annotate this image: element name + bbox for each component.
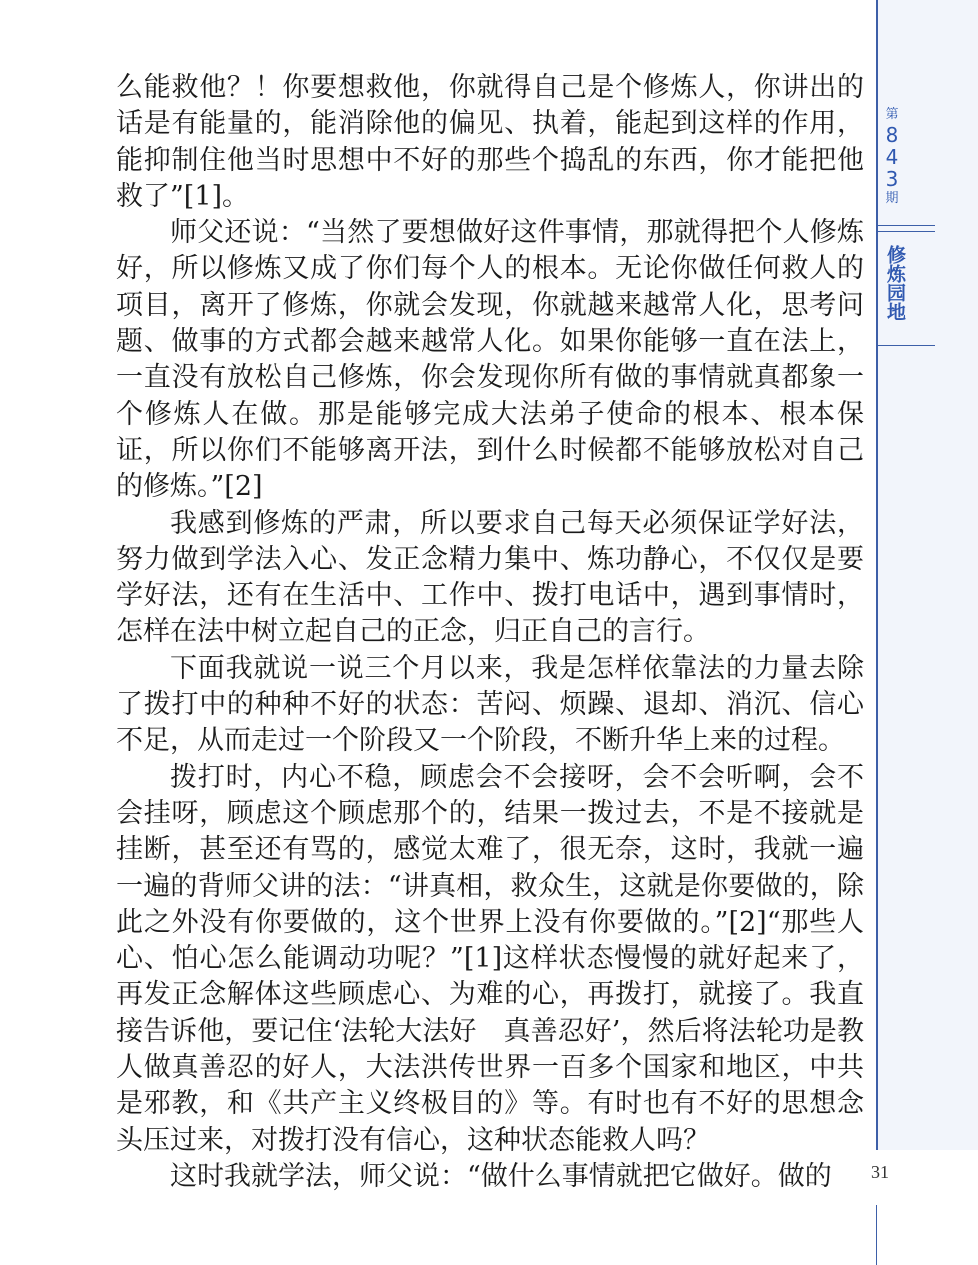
issue-digit: 8 [885,123,899,147]
issue-prefix: 第 [885,107,899,122]
paragraph: 下面我就说一说三个月以来，我是怎样依靠法的力量去除了拨打中的种种不好的状态：苦闷、烦躁、退却、消沉、信心不足，从而走过一个阶段又一个阶段，不断升华上来的过程。 [116,652,864,757]
issue-number [877,124,907,190]
paragraph: 我感到修炼的严肃，所以要求自己每天必须保证学好法，努力做到学法入心、发正念精力集中、炼功静心，不仅仅是要学好法，还有在生活中、工作中、拨打电话中，遇到事情时，怎样在法中树立起自己的正念，归正自己的言行。 [116,507,864,648]
issue-label [877,106,907,208]
section-divider-bottom [877,345,935,346]
section-divider-top-inner [877,231,935,232]
paragraph: 么能救他？！你要想救他，你就得自己是个修炼人，你讲出的话是有能量的，能消除他的偏见、执着，能起到这样的作用，能抑制住他当时思想中不好的那些个捣乱的东西，你才能把他救了”[1]。 [116,72,864,212]
section-divider-top [877,225,935,226]
paragraph: 拨打时，内心不稳，顾虑会不会接呀，会不会听啊，会不会挂呀，顾虑这个顾虑那个的，结果一拨过去，不是不接就是挂断，甚至还有骂的，感觉太难了，很无奈，这时，我就一遍一遍的背师父讲的法：“讲真相，救众生，这就是你要做的，除此之外没有你要做的，这个世界上没有你要做的。”[2]“那些人心、怕心怎么能调动功呢？”[1]这样状态慢慢的就好起来了，再发正念解体这些顾虑心、为难的心，再拨打，就接了。我直接告诉他，要记住‘法轮大法好 真善忍好’，然后将法轮功是教人做真善忍的好人，大法洪传世界一百多个国家和地区，中共是邪教，和《共产主义终极目的》等。有时也有不好的思想念头压过来，对拨打没有信心，这种状态能救人吗？ [116,761,864,1156]
margin-rule [876,1205,877,1265]
issue-suffix: 期 [885,191,899,206]
paragraph: 这时我就学法，师父说：“做什么事情就把它做好。做的 [170,1160,832,1192]
issue-digit: 4 [885,145,899,169]
page-number: 31 [871,1162,889,1182]
section-title: 修炼园地 [884,245,906,321]
article-body [116,70,864,1195]
paragraph: 师父还说：“当然了要想做好这件事情，那就得把个人修炼好，所以修炼又成了你们每个人的根本。无论你做任何救人的项目，离开了修炼，你就会发现，你就越来越常人化，思考问题、做事的方式都会越来越常人化。如果你能够一直在法上，一直没有放松自己修炼，你会发现你所有做的事情就真都象一个修炼人在做。那是能够完成大法弟子使命的根本、根本保证，所以你们不能够离开法，到什么时候都不能够放松对自己的修炼。”[2] [116,217,864,503]
issue-digit: 3 [885,167,899,191]
